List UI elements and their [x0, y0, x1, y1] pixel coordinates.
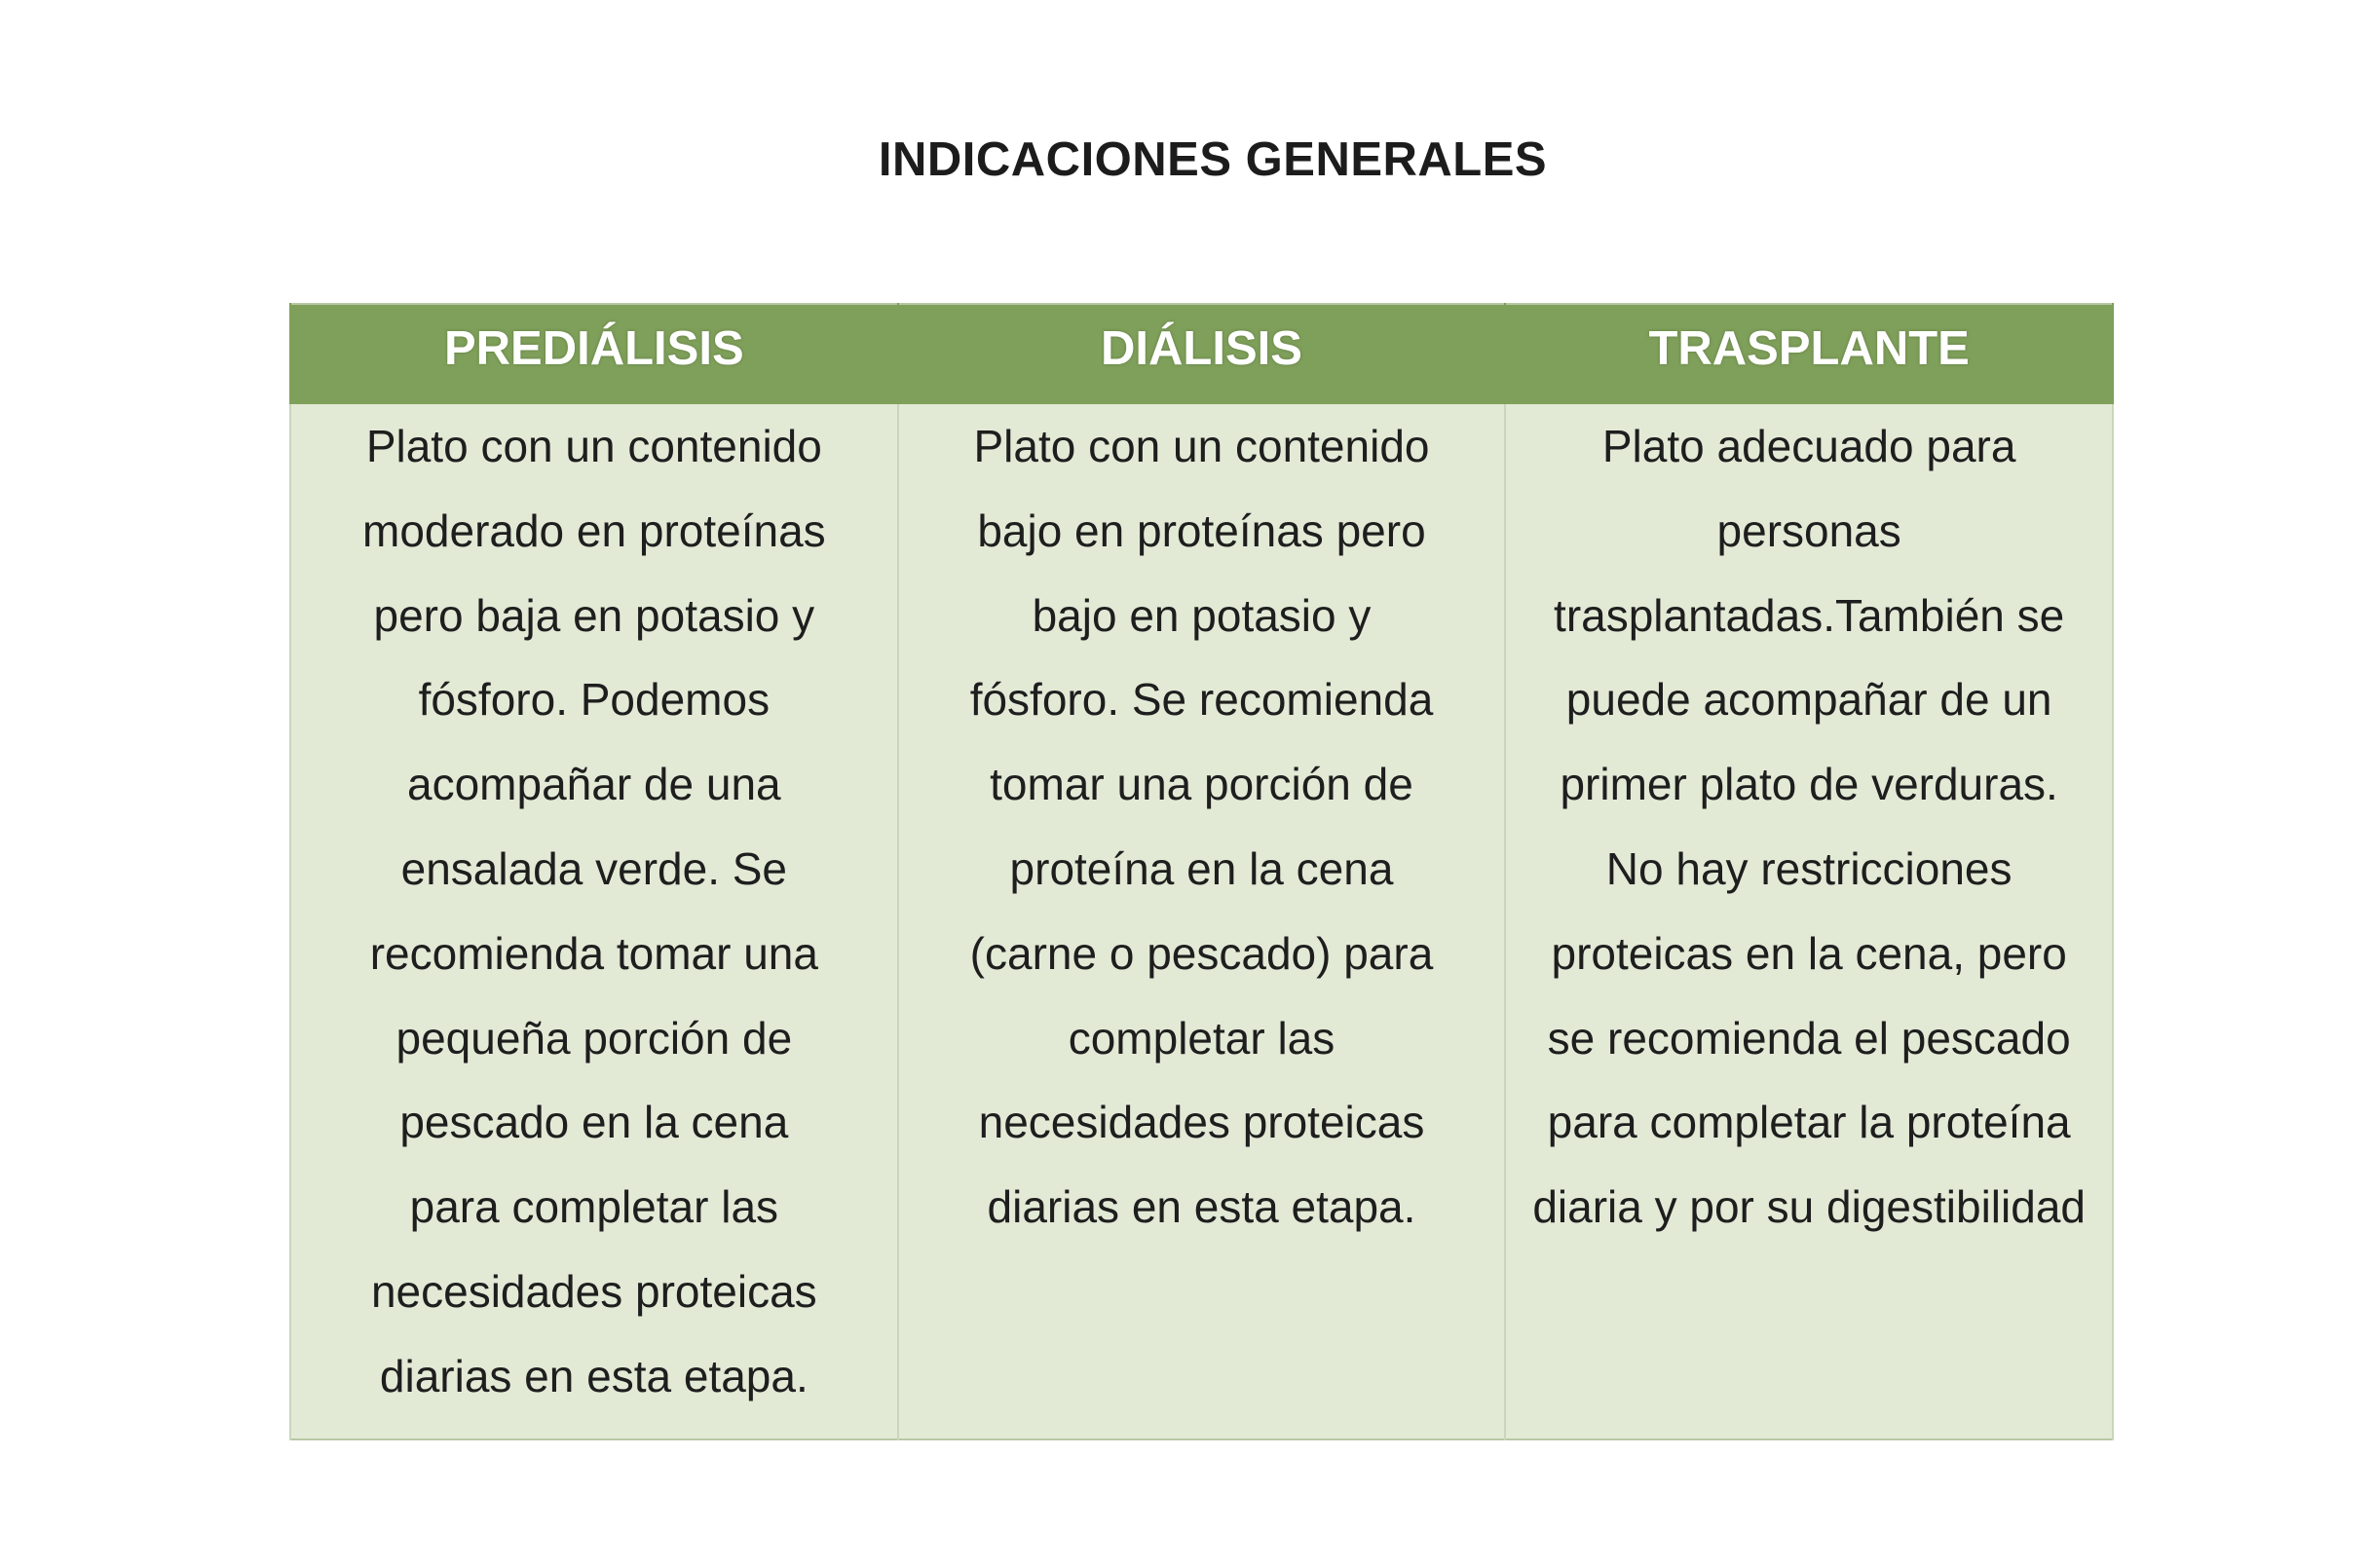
table-row	[290, 404, 2113, 1439]
table-header-row	[290, 304, 2113, 404]
header-predialisis: PREDIÁLISIS	[290, 304, 898, 404]
cell-predialisis: Plato con un contenido moderado en proteínas pero baja en potasio y fósforo. Podemos acompañar de una ensalada verde. Se recomienda tomar una pequeña porción de pescado en la cena para completar las necesidades proteicas diarias en esta etapa.	[290, 404, 898, 1439]
header-trasplante: TRASPLANTE	[1505, 304, 2113, 404]
header-dialisis: DIÁLISIS	[898, 304, 1506, 404]
indications-table	[289, 303, 2114, 1440]
cell-trasplante: Plato adecuado para personas trasplantadas.También se puede acompañar de un primer plato de verduras. No hay restricciones proteicas en la cena, pero se recomienda el pescado para completar la proteína diaria y por su digestibilidad	[1505, 404, 2113, 1439]
page-title: INDICACIONES GENERALES	[878, 133, 1548, 186]
cell-dialisis: Plato con un contenido bajo en proteínas pero bajo en potasio y fósforo. Se recomienda tomar una porción de proteína en la cena (carne o pescado) para completar las necesidades proteicas diarias en esta etapa.	[898, 404, 1506, 1439]
